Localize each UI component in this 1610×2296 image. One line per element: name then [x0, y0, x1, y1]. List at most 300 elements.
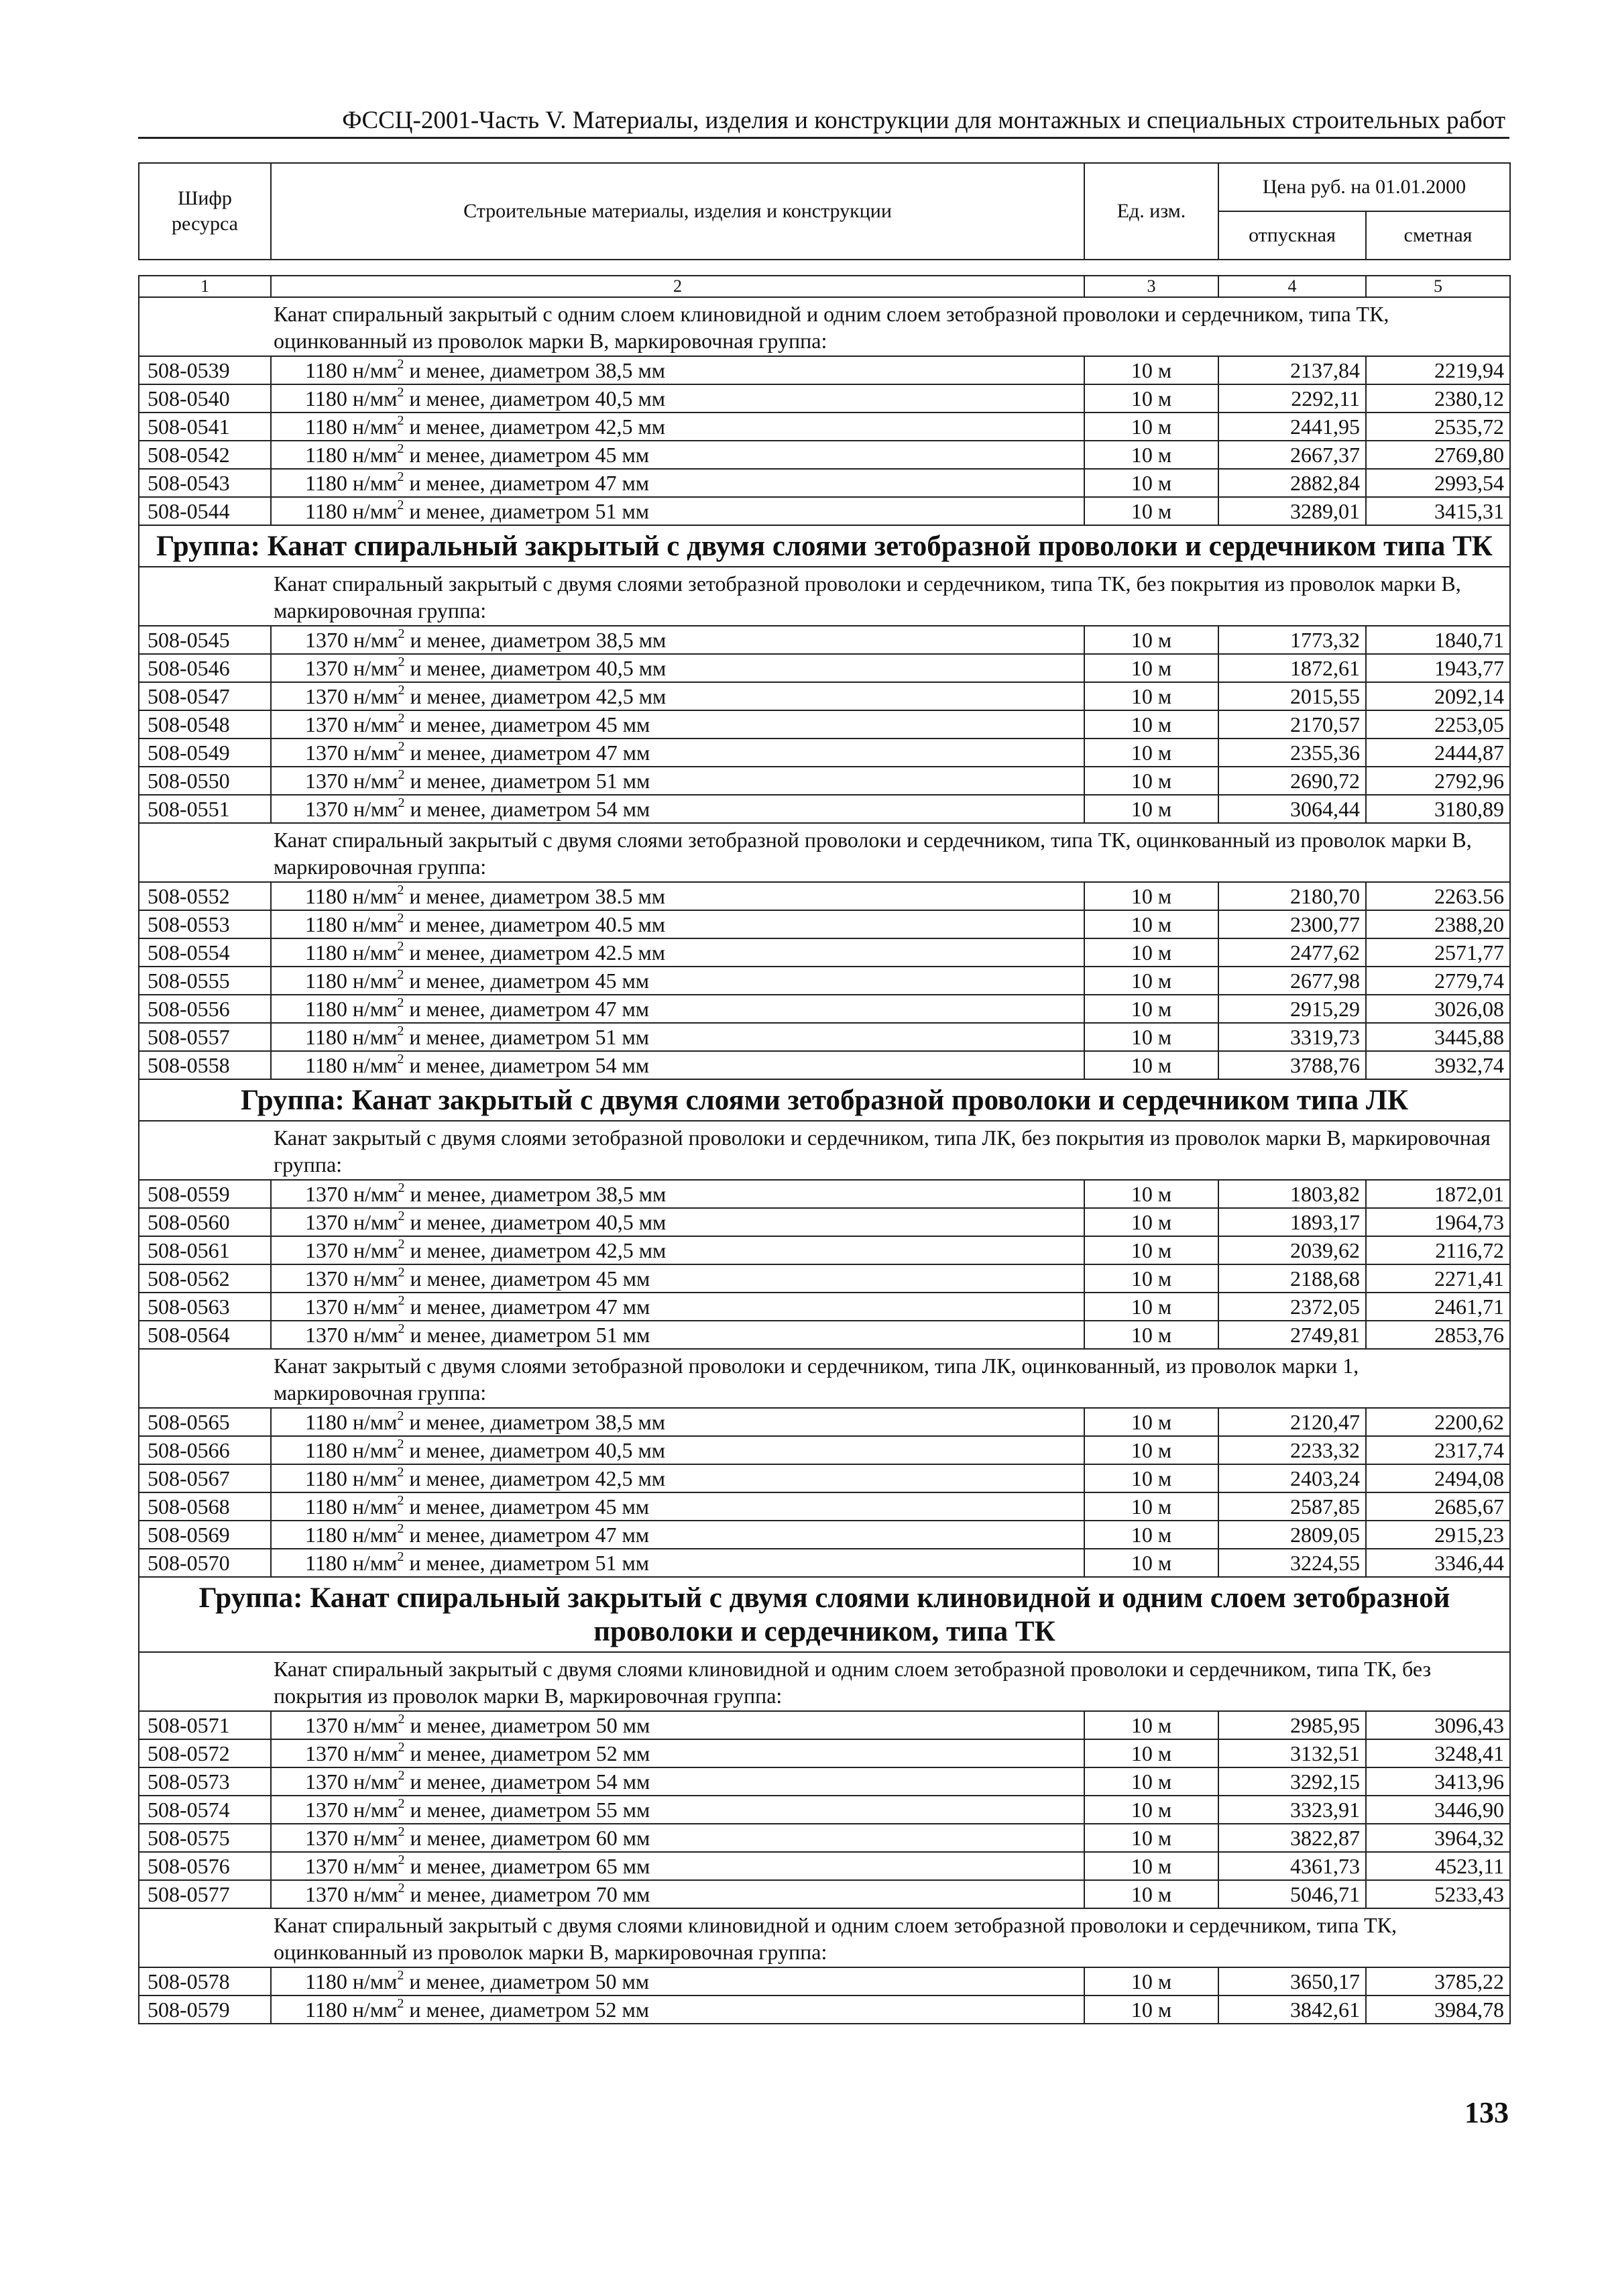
strength-value: 1180 н/мм [305, 1494, 398, 1519]
group-title: Группа: Канат спиральный закрытый с двумя слоями клиновидной и одним слоем зетобразной проволоки и сердечником, типа ТК [139, 1577, 1510, 1652]
item-description [271, 413, 1084, 441]
estimate-price: 3964,32 [1366, 1824, 1510, 1852]
unit-cell: 10 м [1084, 1293, 1218, 1321]
release-price: 2188,68 [1218, 1264, 1366, 1293]
unit-exponent: 2 [398, 1768, 405, 1784]
table-row [139, 1180, 1510, 1208]
subgroup-spacer [139, 1908, 271, 1967]
release-price: 2477,62 [1218, 938, 1366, 967]
release-price: 3788,76 [1218, 1051, 1366, 1079]
item-description [271, 995, 1084, 1023]
unit-exponent: 2 [397, 1493, 404, 1509]
strength-value: 1370 н/мм [305, 656, 398, 680]
strength-value: 1180 н/мм [305, 884, 398, 908]
diameter-text: и менее, диаметром 47 мм [404, 471, 650, 495]
diameter-text: и менее, диаметром 52 мм [404, 1741, 650, 1765]
estimate-price: 2461,71 [1366, 1293, 1510, 1321]
diameter-text: и менее, диаметром 51 мм [404, 1323, 650, 1347]
table-row [139, 356, 1510, 384]
item-description [271, 1293, 1084, 1321]
unit-cell: 10 м [1084, 1408, 1218, 1436]
subgroup-row [139, 1908, 1510, 1967]
resource-code: 508-0545 [139, 626, 271, 654]
strength-value: 1180 н/мм [305, 471, 398, 495]
strength-value: 1180 н/мм [305, 386, 398, 411]
strength-value: 1370 н/мм [305, 1238, 398, 1262]
table-row [139, 1824, 1510, 1852]
estimate-price: 3248,41 [1366, 1739, 1510, 1767]
table-row [139, 1796, 1510, 1824]
strength-value: 1180 н/мм [305, 1998, 398, 2022]
item-description [271, 710, 1084, 739]
release-price: 2809,05 [1218, 1521, 1366, 1549]
table-header [139, 163, 1510, 297]
release-price: 2985,95 [1218, 1711, 1366, 1739]
table-row [139, 739, 1510, 767]
strength-value: 1370 н/мм [305, 1769, 398, 1794]
unit-exponent: 2 [398, 796, 405, 811]
estimate-price: 2388,20 [1366, 910, 1510, 938]
release-price: 3132,51 [1218, 1739, 1366, 1767]
diameter-text: и менее, диаметром 51 мм [404, 499, 650, 523]
release-price: 2882,84 [1218, 469, 1366, 497]
subgroup-row [139, 567, 1510, 626]
estimate-price: 2769,80 [1366, 441, 1510, 469]
subgroup-row [139, 1349, 1510, 1408]
diameter-text: и менее, диаметром 45 мм [404, 712, 650, 736]
resource-code: 508-0555 [139, 967, 271, 995]
col-header-unit: Ед. изм. [1084, 163, 1218, 260]
resource-code: 508-0561 [139, 1236, 271, 1264]
resource-code: 508-0547 [139, 682, 271, 710]
unit-cell: 10 м [1084, 1996, 1218, 2024]
table-row [139, 1711, 1510, 1739]
resource-code: 508-0548 [139, 710, 271, 739]
diameter-text: и менее, диаметром 42,5 мм [404, 1466, 666, 1490]
group-heading-row [139, 1079, 1510, 1121]
strength-value: 1370 н/мм [305, 1741, 398, 1765]
unit-exponent: 2 [398, 1881, 405, 1896]
item-description [271, 882, 1084, 910]
table-row [139, 626, 1510, 654]
diameter-text: и менее, диаметром 54 мм [404, 1053, 650, 1077]
release-price: 2372,05 [1218, 1293, 1366, 1321]
strength-value: 1370 н/мм [305, 1713, 398, 1737]
unit-cell: 10 м [1084, 1264, 1218, 1293]
unit-cell: 10 м [1084, 1880, 1218, 1908]
table-row [139, 441, 1510, 469]
table-row [139, 882, 1510, 910]
release-price: 2170,57 [1218, 710, 1366, 739]
release-price: 1803,82 [1218, 1180, 1366, 1208]
estimate-price: 1840,71 [1366, 626, 1510, 654]
item-description [271, 1208, 1084, 1236]
resource-code: 508-0571 [139, 1711, 271, 1739]
group-title: Группа: Канат спиральный закрытый с двумя слоями зетобразной проволоки и сердечником типа ТК [139, 525, 1510, 567]
subgroup-description: Канат закрытый с двумя слоями зетобразной проволоки и сердечником, типа ЛК, оцинкованный, из проволок марки 1, маркировочная группа: [271, 1349, 1510, 1408]
strength-value: 1180 н/мм [305, 443, 398, 467]
table-row [139, 938, 1510, 967]
unit-cell: 10 м [1084, 1236, 1218, 1264]
release-price: 1872,61 [1218, 654, 1366, 682]
release-price: 2292,11 [1218, 384, 1366, 413]
strength-value: 1370 н/мм [305, 1295, 398, 1319]
unit-exponent: 2 [398, 626, 405, 642]
unit-exponent: 2 [398, 1293, 405, 1309]
subgroup-description: Канат спиральный закрытый с двумя слоями клиновидной и одним слоем зетобразной проволоки и сердечником, типа ТК, без покрытия из проволок марки В, маркировочная группа: [271, 1652, 1510, 1711]
item-description [271, 1549, 1084, 1577]
unit-exponent: 2 [397, 1521, 404, 1537]
table-row [139, 1321, 1510, 1349]
item-description [271, 469, 1084, 497]
unit-cell: 10 м [1084, 626, 1218, 654]
item-description [271, 1321, 1084, 1349]
estimate-price: 2380,12 [1366, 384, 1510, 413]
strength-value: 1370 н/мм [305, 769, 398, 793]
unit-exponent: 2 [398, 1209, 405, 1224]
release-price: 3822,87 [1218, 1824, 1366, 1852]
unit-exponent: 2 [398, 683, 405, 698]
item-description [271, 441, 1084, 469]
unit-exponent: 2 [397, 995, 404, 1011]
unit-cell: 10 м [1084, 1521, 1218, 1549]
subgroup-row [139, 823, 1510, 882]
diameter-text: и менее, диаметром 42.5 мм [404, 940, 666, 965]
resource-code: 508-0573 [139, 1767, 271, 1796]
unit-cell: 10 м [1084, 1739, 1218, 1767]
resource-code: 508-0572 [139, 1739, 271, 1767]
strength-value: 1370 н/мм [305, 1210, 398, 1234]
release-price: 3650,17 [1218, 1967, 1366, 1996]
item-description [271, 356, 1084, 384]
diameter-text: и менее, диаметром 40,5 мм [404, 1210, 667, 1234]
diameter-text: и менее, диаметром 42,5 мм [404, 1238, 667, 1262]
unit-cell: 10 м [1084, 1796, 1218, 1824]
item-description [271, 1408, 1084, 1436]
estimate-price: 2271,41 [1366, 1264, 1510, 1293]
resource-code: 508-0556 [139, 995, 271, 1023]
table-row [139, 1436, 1510, 1464]
release-price: 2300,77 [1218, 910, 1366, 938]
estimate-price: 2571,77 [1366, 938, 1510, 967]
unit-cell: 10 м [1084, 1767, 1218, 1796]
table-row [139, 1880, 1510, 1908]
item-description [271, 1852, 1084, 1880]
resource-code: 508-0550 [139, 767, 271, 795]
unit-cell: 10 м [1084, 1321, 1218, 1349]
diameter-text: и менее, диаметром 54 мм [404, 797, 650, 821]
diameter-text: и менее, диаметром 40.5 мм [404, 912, 666, 936]
resource-code: 508-0554 [139, 938, 271, 967]
resource-code: 508-0577 [139, 1880, 271, 1908]
item-description [271, 1180, 1084, 1208]
item-description [271, 1051, 1084, 1079]
unit-exponent: 2 [398, 655, 405, 670]
estimate-price: 3415,31 [1366, 497, 1510, 525]
column-number-row [139, 276, 1510, 297]
release-price: 3224,55 [1218, 1549, 1366, 1577]
unit-exponent: 2 [397, 470, 404, 485]
unit-cell: 10 м [1084, 882, 1218, 910]
item-description [271, 1492, 1084, 1521]
unit-exponent: 2 [398, 1181, 405, 1196]
release-price: 2355,36 [1218, 739, 1366, 767]
estimate-price: 1943,77 [1366, 654, 1510, 682]
col-number: 2 [271, 276, 1084, 297]
table-row [139, 1464, 1510, 1492]
diameter-text: и менее, диаметром 45 мм [404, 443, 650, 467]
estimate-price: 1872,01 [1366, 1180, 1510, 1208]
unit-exponent: 2 [398, 767, 405, 783]
table-row [139, 1293, 1510, 1321]
subgroup-description: Канат спиральный закрытый с двумя слоями клиновидной и одним слоем зетобразной проволоки и сердечником, типа ТК, оцинкованный из проволок марки В, маркировочная группа: [271, 1908, 1510, 1967]
unit-cell: 10 м [1084, 767, 1218, 795]
unit-exponent: 2 [397, 498, 404, 513]
unit-exponent: 2 [397, 1052, 404, 1067]
item-description [271, 1023, 1084, 1051]
table-row [139, 1996, 1510, 2024]
unit-exponent: 2 [398, 1321, 405, 1337]
resource-code: 508-0539 [139, 356, 271, 384]
strength-value: 1180 н/мм [305, 415, 398, 439]
strength-value: 1180 н/мм [305, 997, 398, 1021]
strength-value: 1180 н/мм [305, 1466, 398, 1490]
table-row [139, 1264, 1510, 1293]
subgroup-description: Канат спиральный закрытый с одним слоем клиновидной и одним слоем зетобразной проволоки и сердечником, типа ТК, оцинкованный из проволок марки В, маркировочная группа: [271, 297, 1510, 356]
estimate-price: 3413,96 [1366, 1767, 1510, 1796]
unit-cell: 10 м [1084, 1436, 1218, 1464]
estimate-price: 2792,96 [1366, 767, 1510, 795]
estimate-price: 3446,90 [1366, 1796, 1510, 1824]
diameter-text: и менее, диаметром 38,5 мм [404, 1182, 667, 1206]
price-table [138, 162, 1511, 2024]
resource-code: 508-0553 [139, 910, 271, 938]
subgroup-description: Канат закрытый с двумя слоями зетобразной проволоки и сердечником, типа ЛК, без покрытия из проволок марки В, маркировочная группа: [271, 1121, 1510, 1180]
diameter-text: и менее, диаметром 51 мм [404, 769, 650, 793]
subgroup-description: Канат спиральный закрытый с двумя слоями зетобразной проволоки и сердечником, типа ТК, без покрытия из проволок марки В, маркировочная группа: [271, 567, 1510, 626]
release-price: 5046,71 [1218, 1880, 1366, 1908]
release-price: 1893,17 [1218, 1208, 1366, 1236]
release-price: 1773,32 [1218, 626, 1366, 654]
estimate-price: 3932,74 [1366, 1051, 1510, 1079]
subgroup-row [139, 1121, 1510, 1180]
unit-exponent: 2 [397, 1549, 404, 1565]
unit-exponent: 2 [398, 1853, 405, 1868]
resource-code: 508-0560 [139, 1208, 271, 1236]
unit-cell: 10 м [1084, 967, 1218, 995]
item-description [271, 1521, 1084, 1549]
estimate-price: 2993,54 [1366, 469, 1510, 497]
table-body [139, 297, 1510, 2024]
unit-cell: 10 м [1084, 384, 1218, 413]
subgroup-spacer [139, 1652, 271, 1711]
unit-cell: 10 м [1084, 1208, 1218, 1236]
item-description [271, 938, 1084, 967]
unit-cell: 10 м [1084, 413, 1218, 441]
unit-cell: 10 м [1084, 1549, 1218, 1577]
col-number: 5 [1366, 276, 1510, 297]
diameter-text: и менее, диаметром 47 мм [404, 1295, 650, 1319]
diameter-text: и менее, диаметром 40,5 мм [404, 386, 666, 411]
release-price: 2015,55 [1218, 682, 1366, 710]
group-heading-row [139, 525, 1510, 567]
unit-exponent: 2 [398, 1740, 405, 1755]
subgroup-spacer [139, 297, 271, 356]
unit-exponent: 2 [397, 1409, 404, 1424]
resource-code: 508-0544 [139, 497, 271, 525]
unit-cell: 10 м [1084, 938, 1218, 967]
resource-code: 508-0546 [139, 654, 271, 682]
strength-value: 1370 н/мм [305, 1323, 398, 1347]
resource-code: 508-0579 [139, 1996, 271, 2024]
diameter-text: и менее, диаметром 45 мм [404, 969, 650, 993]
subgroup-spacer [139, 567, 271, 626]
estimate-price: 3026,08 [1366, 995, 1510, 1023]
estimate-price: 2915,23 [1366, 1521, 1510, 1549]
strength-value: 1180 н/мм [305, 499, 398, 523]
subgroup-row [139, 297, 1510, 356]
diameter-text: и менее, диаметром 38,5 мм [404, 1410, 666, 1434]
resource-code: 508-0575 [139, 1824, 271, 1852]
unit-cell: 10 м [1084, 1180, 1218, 1208]
table-row [139, 767, 1510, 795]
estimate-price: 2444,87 [1366, 739, 1510, 767]
unit-exponent: 2 [397, 1437, 404, 1452]
table-row [139, 1521, 1510, 1549]
strength-value: 1180 н/мм [305, 358, 398, 382]
unit-cell: 10 м [1084, 469, 1218, 497]
diameter-text: и менее, диаметром 51 мм [404, 1025, 650, 1049]
resource-code: 508-0549 [139, 739, 271, 767]
resource-code: 508-0541 [139, 413, 271, 441]
unit-cell: 10 м [1084, 795, 1218, 823]
group-title: Группа: Канат закрытый с двумя слоями зетобразной проволоки и сердечником типа ЛК [139, 1079, 1510, 1121]
table-row [139, 1739, 1510, 1767]
estimate-price: 2116,72 [1366, 1236, 1510, 1264]
resource-code: 508-0578 [139, 1967, 271, 1996]
unit-cell: 10 м [1084, 1852, 1218, 1880]
unit-cell: 10 м [1084, 995, 1218, 1023]
strength-value: 1180 н/мм [305, 1053, 398, 1077]
release-price: 3064,44 [1218, 795, 1366, 823]
table-row [139, 995, 1510, 1023]
release-price: 2137,84 [1218, 356, 1366, 384]
resource-code: 508-0567 [139, 1464, 271, 1492]
release-price: 2915,29 [1218, 995, 1366, 1023]
table-row [139, 910, 1510, 938]
item-description [271, 1996, 1084, 2024]
strength-value: 1180 н/мм [305, 1025, 398, 1049]
release-price: 3323,91 [1218, 1796, 1366, 1824]
unit-exponent: 2 [397, 1024, 404, 1039]
estimate-price: 3984,78 [1366, 1996, 1510, 2024]
unit-exponent: 2 [397, 385, 404, 400]
diameter-text: и менее, диаметром 52 мм [404, 1998, 650, 2022]
diameter-text: и менее, диаметром 40,5 мм [404, 656, 667, 680]
item-description [271, 1464, 1084, 1492]
table-row [139, 1023, 1510, 1051]
diameter-text: и менее, диаметром 38.5 мм [404, 884, 666, 908]
resource-code: 508-0557 [139, 1023, 271, 1051]
table-row [139, 1236, 1510, 1264]
item-description [271, 626, 1084, 654]
unit-cell: 10 м [1084, 910, 1218, 938]
estimate-price: 2853,76 [1366, 1321, 1510, 1349]
table-row [139, 967, 1510, 995]
col-header-code: Шифр ресурса [139, 163, 271, 260]
resource-code: 508-0570 [139, 1549, 271, 1577]
release-price: 2667,37 [1218, 441, 1366, 469]
unit-cell: 10 м [1084, 1464, 1218, 1492]
estimate-price: 3785,22 [1366, 1967, 1510, 1996]
strength-value: 1180 н/мм [305, 969, 398, 993]
resource-code: 508-0552 [139, 882, 271, 910]
diameter-text: и менее, диаметром 60 мм [404, 1826, 650, 1850]
strength-value: 1180 н/мм [305, 1438, 398, 1462]
strength-value: 1180 н/мм [305, 940, 398, 965]
item-description [271, 1739, 1084, 1767]
resource-code: 508-0569 [139, 1521, 271, 1549]
release-price: 3842,61 [1218, 1996, 1366, 2024]
unit-cell: 10 м [1084, 1023, 1218, 1051]
item-description [271, 739, 1084, 767]
unit-cell: 10 м [1084, 1051, 1218, 1079]
strength-value: 1370 н/мм [305, 797, 398, 821]
estimate-price: 2779,74 [1366, 967, 1510, 995]
unit-exponent: 2 [398, 1796, 405, 1812]
strength-value: 1370 н/мм [305, 1798, 398, 1822]
release-price: 2233,32 [1218, 1436, 1366, 1464]
resource-code: 508-0542 [139, 441, 271, 469]
strength-value: 1180 н/мм [305, 1523, 398, 1547]
diameter-text: и менее, диаметром 50 мм [404, 1713, 650, 1737]
unit-cell: 10 м [1084, 710, 1218, 739]
unit-cell: 10 м [1084, 739, 1218, 767]
item-description [271, 1967, 1084, 1996]
unit-cell: 10 м [1084, 497, 1218, 525]
header-divider [138, 137, 1509, 139]
subgroup-row [139, 1652, 1510, 1711]
page-header: ФССЦ-2001-Часть V. Материалы, изделия и конструкции для монтажных и специальных строительных работ [342, 107, 1505, 134]
strength-value: 1370 н/мм [305, 1882, 398, 1906]
estimate-price: 2535,72 [1366, 413, 1510, 441]
diameter-text: и менее, диаметром 42,5 мм [404, 684, 667, 708]
subgroup-description: Канат спиральный закрытый с двумя слоями зетобразной проволоки и сердечником, типа ТК, оцинкованный из проволок марки В, маркировочная группа: [271, 823, 1510, 882]
table-row [139, 1051, 1510, 1079]
item-description [271, 795, 1084, 823]
strength-value: 1180 н/мм [305, 912, 398, 936]
table-row [139, 654, 1510, 682]
unit-exponent: 2 [398, 711, 405, 726]
estimate-price: 3096,43 [1366, 1711, 1510, 1739]
resource-code: 508-0565 [139, 1408, 271, 1436]
item-description [271, 1711, 1084, 1739]
unit-exponent: 2 [398, 1824, 405, 1840]
unit-exponent: 2 [398, 1712, 405, 1727]
table-row [139, 413, 1510, 441]
release-price: 2749,81 [1218, 1321, 1366, 1349]
estimate-price: 2092,14 [1366, 682, 1510, 710]
estimate-price: 2685,67 [1366, 1492, 1510, 1521]
release-price: 2403,24 [1218, 1464, 1366, 1492]
page-number: 133 [1464, 2096, 1509, 2129]
col-header-price: Цена руб. на 01.01.2000 [1218, 163, 1510, 211]
unit-exponent: 2 [397, 413, 404, 429]
strength-value: 1370 н/мм [305, 1266, 398, 1291]
table-row [139, 1408, 1510, 1436]
release-price: 2690,72 [1218, 767, 1366, 795]
unit-exponent: 2 [397, 911, 404, 926]
